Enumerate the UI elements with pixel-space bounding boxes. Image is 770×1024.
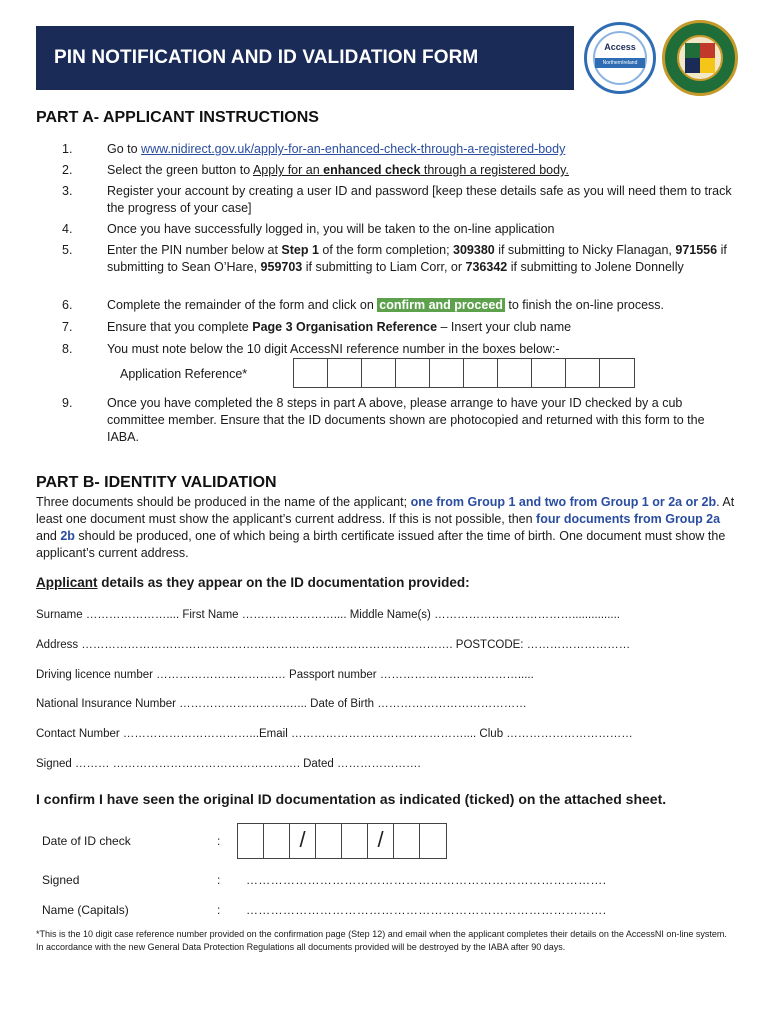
colon: : [217,873,221,887]
footnote: *This is the 10 digit case reference number provided on the confirmation page (Step 12) and email when the applicant completes their details on the AccessNI on-line system. In accordance with the new General Data Protection Regulations all documents provided will be destroyed by the IABA after 90 days. [36,929,727,952]
item-number: 2. [62,163,73,177]
confirm-and-proceed-highlight: confirm and proceed [379,298,503,312]
date-of-id-check-label: Date of ID check [42,834,131,848]
accessni-logo: Access NorthernIreland [584,22,656,94]
name-capitals-field[interactable]: ……………………………………………………………………………. [246,903,607,917]
part-b-heading: PART B- IDENTITY VALIDATION [36,474,277,491]
part-a-heading: PART A- APPLICANT INSTRUCTIONS [36,109,319,126]
instruction-4: Once you have successfully logged in, you will be taken to the on-line application [107,222,555,236]
colon: : [217,903,221,917]
address-fields-line[interactable]: Address ……………………………………………………………………………………. POSTCODE: ……………………… [36,639,631,651]
item-number: 5. [62,243,73,257]
application-reference-boxes[interactable] [293,358,635,388]
item-number: 1. [62,142,73,156]
nidirect-link[interactable]: www.nidirect.gov.uk/apply-for-an-enhanced-check-through-a-registered-body [141,142,566,156]
instruction-3: Register your account by creating a user ID and password [keep these details safe as you will need them to track the progress of your case] [107,184,732,215]
name-capitals-label: Name (Capitals) [42,903,129,917]
identity-instructions: Three documents should be produced in the name of the applicant; one from Group 1 and two from Group 1 or 2a or 2b. At least one document must show the applicant’s current address. If this is not possible, then four documents from Group 2a and 2b should be produced, one of which being a birth certificate issued after the time of birth. One document must show the applicant’s current address. [36,495,735,560]
form-title: PIN NOTIFICATION AND ID VALIDATION FORM [54,47,479,68]
signed-dated-line[interactable]: Signed ……… …………………………………………. Dated …………………. [36,758,421,770]
applicant-details-heading: Applicant details as they appear on the ID documentation provided: [36,575,470,590]
licence-passport-line[interactable]: Driving licence number ………………………….… Passport number ………………………………..... [36,669,534,681]
iaba-crest-logo [662,20,738,96]
title-banner [36,26,574,90]
item-number: 4. [62,222,73,236]
instruction-9: Once you have completed the 8 steps in part A above, please arrange to have your ID checked by a cub committee member. Ensure that the ID documents shown are photocopied and returned with this form to the IABA. [107,396,705,444]
item-number: 7. [62,320,73,334]
item-number: 3. [62,184,73,198]
instruction-7: Ensure that you complete Page 3 Organisation Reference – Insert your club name [107,320,572,334]
signed-field[interactable]: ……………………………………………………………………………. [246,873,607,887]
confirmation-heading: I confirm I have seen the original ID documentation as indicated (ticked) on the attached sheet. [36,791,667,807]
instruction-1: Go to www.nidirect.gov.uk/apply-for-an-enhanced-check-through-a-registered-body [107,142,566,156]
contact-email-club-line[interactable]: Contact Number ……………………………...Email ……………………………………….... Club …………………………… [36,728,633,740]
item-number: 9. [62,396,73,410]
colon: : [217,834,221,848]
instruction-8: You must note below the 10 digit AccessNI reference number in the boxes below:- [107,342,560,356]
application-reference-label: Application Reference* [120,367,248,381]
name-fields-line[interactable]: Surname ………………….... First Name …………………….... Middle Name(s) ………………………………............... [36,609,621,621]
ni-dob-line[interactable]: National Insurance Number ……………………….…... Date of Birth ………………………………… [36,698,527,710]
instruction-6: Complete the remainder of the form and click on confirm and proceed to finish the on-line process. [107,298,665,312]
signed-label: Signed [42,873,80,887]
item-number: 8. [62,342,73,356]
instruction-5: Enter the PIN number below at Step 1 of the form completion; 309380 if submitting to Nicky Flanagan, 971556 if submitting to Sean O’Hare, 959703 if submitting to Liam Corr, or 736342 if submitting to Jolene Donnelly [107,243,727,274]
item-number: 6. [62,298,73,312]
instruction-2: Select the green button to Apply for an enhanced check through a registered body. [107,163,569,177]
date-of-id-check-boxes[interactable]: / / [237,823,447,859]
